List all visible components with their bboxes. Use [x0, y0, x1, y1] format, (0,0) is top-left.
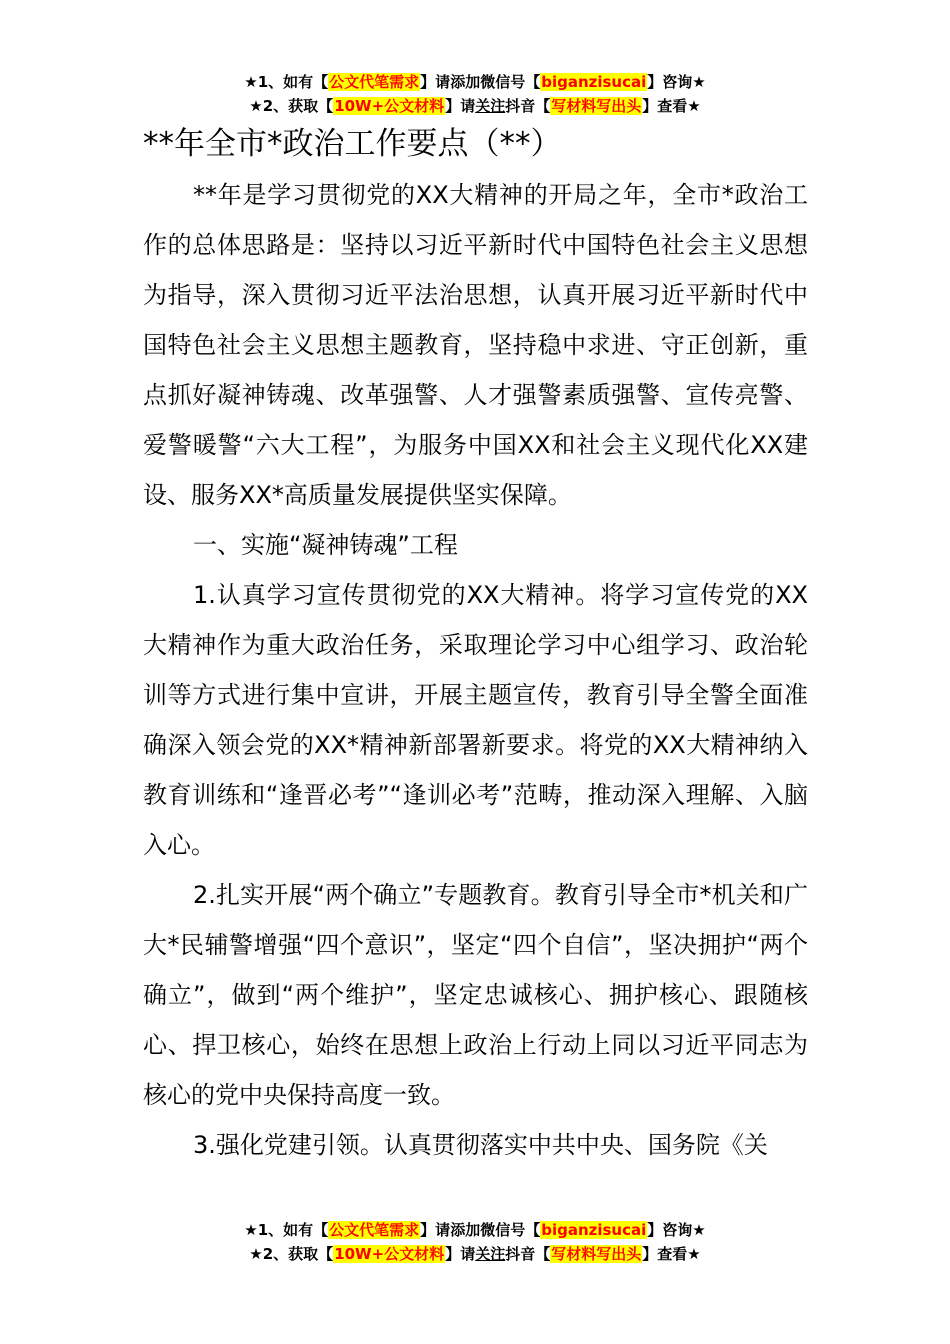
paragraph-item-3: 3.强化党建引领。认真贯彻落实中共中央、国务院《关: [193, 1131, 768, 1159]
document-body: [143, 170, 808, 1170]
promo-line-2: ★2、获取【10W+公文材料】请关注抖音【写材料写出头】查看★: [249, 97, 701, 115]
paragraph-item-1: 1.认真学习宣传贯彻党的XX大精神。将学习宣传党的XX大精神作为重大政治任务，采取理论学习中心组学习、政治轮训等方式进行集中宣讲，开展主题宣传，教育引导全警全面准确深入领会党的XX*精神新部署新要求。将党的XX大精神纳入教育训练和“逢晋必考”“逢训必考”范畴，推动深入理解、入脑入心。: [143, 581, 808, 859]
promo-highlight: 公文代笔需求: [329, 1221, 420, 1239]
promo-banner-bottom: [0, 1218, 950, 1266]
promo-banner-top: [0, 70, 950, 118]
star-icon: ★: [244, 73, 258, 91]
section-heading: 一、实施“凝神铸魂”工程: [193, 531, 458, 559]
star-icon: ★: [249, 97, 263, 115]
promo-line-2: ★2、获取【10W+公文材料】请关注抖音【写材料写出头】查看★: [249, 1245, 701, 1263]
promo-highlight: 公文代笔需求: [329, 73, 420, 91]
star-icon: ★: [249, 1245, 263, 1263]
promo-douyin-id: 写材料写出头: [551, 1245, 642, 1263]
promo-highlight: 10W+公文材料: [334, 1245, 445, 1263]
promo-highlight: 10W+公文材料: [334, 97, 445, 115]
document-title: **年全市*政治工作要点（**）: [143, 126, 562, 162]
star-icon: ★: [244, 1221, 258, 1239]
paragraph-item-2: 2.扎实开展“两个确立”专题教育。教育引导全市*机关和广大*民辅警增强“四个意识”，坚定“四个自信”，坚决拥护“两个确立”，做到“两个维护”，坚定忠诚核心、拥护核心、跟随核心、捍卫核心，始终在思想上政治上行动上同以习近平同志为核心的党中央保持高度一致。: [143, 881, 808, 1109]
paragraph-intro: **年是学习贯彻党的XX大精神的开局之年，全市*政治工作的总体思路是：坚持以习近平新时代中国特色社会主义思想为指导，深入贯彻习近平法治思想，认真开展习近平新时代中国特色社会主义思想主题教育，坚持稳中求进、守正创新，重点抓好凝神铸魂、改革强警、人才强警素质强警、宣传亮警、爱警暖警“六大工程”，为服务中国XX和社会主义现代化XX建设、服务XX*高质量发展提供坚实保障。: [143, 181, 808, 509]
promo-wechat-id: biganzisucai: [541, 73, 647, 91]
promo-douyin-id: 写材料写出头: [551, 97, 642, 115]
promo-line-1: ★1、如有【公文代笔需求】请添加微信号【biganzisucai】咨询★: [244, 73, 706, 91]
promo-wechat-id: biganzisucai: [541, 1221, 647, 1239]
promo-line-1: ★1、如有【公文代笔需求】请添加微信号【biganzisucai】咨询★: [244, 1221, 706, 1239]
